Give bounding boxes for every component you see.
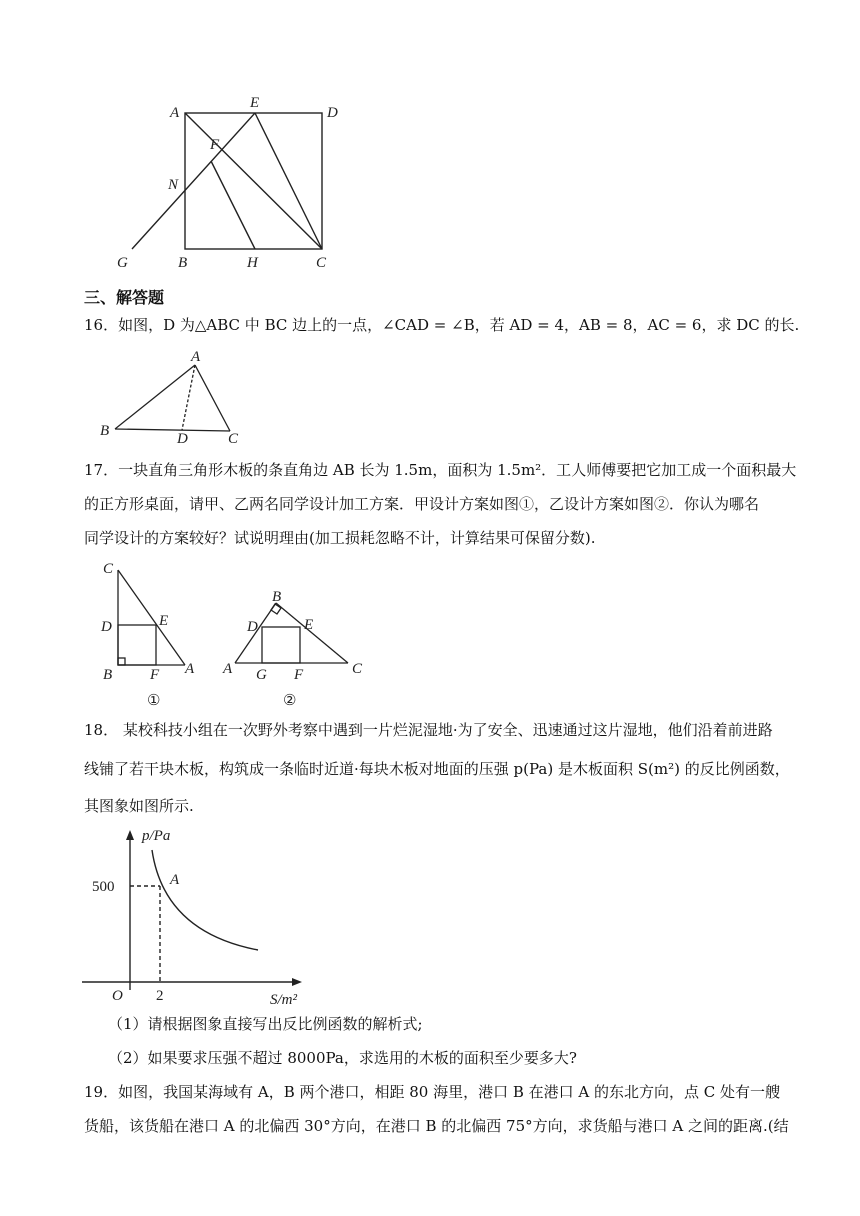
x-tick-2: 2	[156, 988, 164, 1004]
fig2-label-b: B	[272, 589, 282, 605]
line-ec	[255, 113, 322, 249]
label-h: H	[247, 255, 258, 271]
y-axis-label: p/Pa	[142, 828, 171, 844]
q16-label-a: A	[191, 349, 201, 365]
line-ge	[132, 113, 255, 249]
square-defg	[262, 627, 300, 663]
q19-line1: 19．如图，我国某海域有 A，B 两个港口，相距 80 海里，港口 B 在港口 A 的东北方向，点 C 处有一艘	[84, 1083, 781, 1101]
q17-line3: 同学设计的方案较好？试说明理由(加工损耗忽略不计，计算结果可保留分数).	[84, 529, 596, 547]
q17-line2: 的正方形桌面，请甲、乙两名同学设计加工方案．甲设计方案如图①，乙设计方案如图②．你认为哪名	[84, 495, 760, 513]
fig1-label-f: F	[150, 667, 160, 683]
q17-figure-1	[95, 555, 215, 715]
q16-label-b: B	[100, 423, 110, 439]
section-title: 三、解答题	[84, 288, 165, 307]
label-b: B	[178, 255, 188, 271]
fig1-number: ①	[147, 693, 161, 709]
fig2-label-d: D	[247, 619, 258, 635]
q18-sub1: （1）请根据图象直接写出反比例函数的解析式;	[108, 1015, 423, 1033]
q18-line1: 18． 某校科技小组在一次野外考察中遇到一片烂泥湿地·为了安全、迅速通过这片湿地，他们沿着前进路	[84, 721, 773, 739]
line-ac	[185, 113, 322, 249]
fig2-label-e: E	[304, 617, 314, 633]
fig2-number: ②	[283, 693, 297, 709]
q19-line2: 货船，该货船在港口 A 的北偏西 30°方向，在港口 B 的北偏西 75°方向，求货船与港口 A 之间的距离.(结	[84, 1117, 789, 1135]
side-ac	[195, 365, 230, 431]
q18-line2: 线铺了若干块木板，构筑成一条临时近道·每块木板对地面的压强 p(Pa) 是木板面积 S(m²) 的反比例函数，	[84, 760, 790, 778]
fig2-label-c: C	[352, 661, 363, 677]
label-a: A	[170, 105, 180, 121]
fig2-label-a: A	[223, 661, 233, 677]
label-e: E	[250, 95, 260, 111]
square-dbfe	[118, 625, 156, 665]
side-ab	[115, 365, 195, 429]
q18-sub2: （2）如果要求压强不超过 8000Pa，求选用的木板的面积至少要多大?	[108, 1049, 577, 1067]
fig2-label-g: G	[256, 667, 267, 683]
fig1-label-c: C	[103, 561, 114, 577]
q18-graph	[80, 822, 320, 1007]
segment-ad	[182, 365, 195, 430]
fig1-label-d: D	[101, 619, 112, 635]
square-geometry-figure	[110, 95, 350, 280]
label-c: C	[316, 255, 327, 271]
q16-triangle-figure	[95, 345, 255, 445]
q16-label-d: D	[177, 431, 188, 445]
fig1-label-a: A	[185, 661, 195, 677]
label-d: D	[327, 105, 338, 121]
x-axis-label: S/m²	[270, 992, 297, 1007]
label-f: F	[210, 137, 220, 153]
side-bc	[115, 429, 230, 431]
q16-text: 16．如图，D 为△ABC 中 BC 边上的一点，∠CAD = ∠B，若 AD = 4，AB = 8，AC = 6，求 DC 的长.	[84, 316, 800, 334]
q16-label-c: C	[228, 431, 239, 445]
q18-line3: 其图象如图所示.	[84, 797, 194, 815]
fig2-label-f: F	[294, 667, 304, 683]
label-n: N	[168, 177, 179, 193]
origin-label: O	[112, 988, 123, 1004]
fig1-label-b: B	[103, 667, 113, 683]
label-g: G	[117, 255, 128, 271]
q17-figure-2	[220, 585, 370, 715]
inverse-curve	[152, 850, 258, 950]
line-fh	[211, 161, 255, 249]
q17-line1: 17．一块直角三角形木板的条直角边 AB 长为 1.5m，面积为 1.5m²．工人师傅要把它加工成一个面积最大	[84, 461, 797, 479]
y-tick-500: 500	[92, 879, 115, 895]
point-a-label: A	[170, 872, 180, 888]
fig1-label-e: E	[159, 613, 169, 629]
